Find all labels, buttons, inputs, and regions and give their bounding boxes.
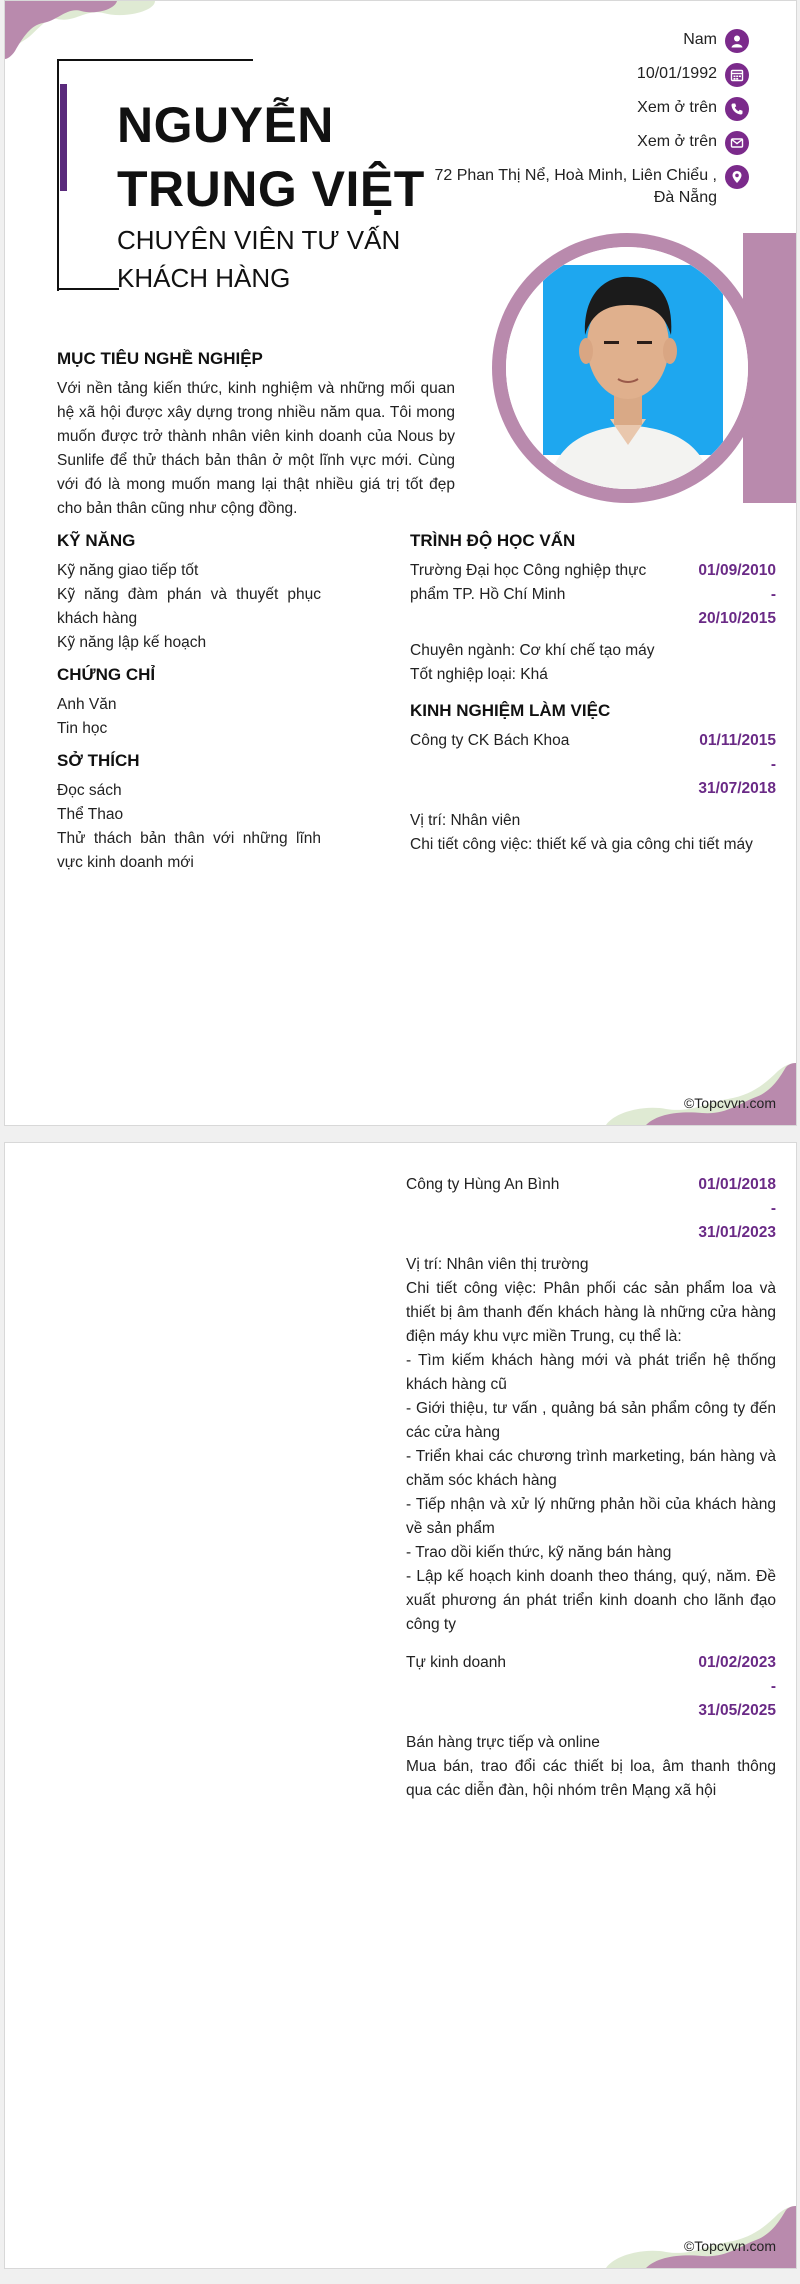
school-name: Trường Đại học Công nghiệp thực phẩm TP. Hồ Chí Minh (410, 562, 647, 603)
date-separator: - (770, 1678, 776, 1695)
cv-page-1 (4, 0, 797, 1126)
skills-section (57, 531, 321, 655)
job-detail: - Lập kế hoạch kinh doanh theo tháng, quý, năm. Đề xuất phương án phát triển kinh doanh cho lãnh đạo công ty (406, 1568, 776, 1633)
certificate-item: Tin học (57, 720, 108, 737)
education-section (410, 531, 776, 687)
skill-item: Kỹ năng giao tiếp tốt (57, 562, 199, 579)
corner-decoration (5, 1, 165, 61)
address-text: 72 Phan Thị Nể, Hoà Minh, Liên Chiểu , Đà Nẵng (434, 167, 717, 206)
gender-text: Nam (683, 31, 717, 48)
job-detail: - Trao dồi kiến thức, kỹ năng bán hàng (406, 1544, 672, 1561)
education-start-date: 01/09/2010 (698, 562, 776, 579)
left-column (57, 531, 321, 885)
candidate-name: NGUYỄN TRUNG VIỆT (117, 97, 425, 217)
education-heading: TRÌNH ĐỘ HỌC VẤN (410, 531, 576, 550)
job-detail: Mua bán, trao đổi các thiết bị loa, âm thanh thông qua các diễn đàn, hội nhóm trên Mạng xã hội (406, 1758, 776, 1799)
job-end-date: 31/07/2018 (698, 780, 776, 797)
date-separator: - (770, 756, 776, 773)
experience-heading: KINH NGHIỆM LÀM VIỆC (410, 701, 611, 720)
job-detail: - Triển khai các chương trình marketing, bán hàng và chăm sóc khách hàng (406, 1448, 776, 1489)
user-icon (725, 29, 749, 53)
job-detail: Vị trí: Nhân viên (410, 812, 521, 829)
hobby-item: Thử thách bản thân với những lĩnh vực kinh doanh mới (57, 830, 321, 871)
job-detail: - Tìm kiếm khách hàng mới và phát triển hệ thống khách hàng cũ (406, 1352, 776, 1393)
contact-address (409, 165, 749, 209)
education-end-date: 20/10/2015 (698, 610, 776, 627)
job-end-date: 31/01/2023 (698, 1224, 776, 1241)
skill-item: Kỹ năng lập kế hoạch (57, 634, 207, 651)
certificates-section (57, 665, 321, 741)
education-grade: Tốt nghiệp loại: Khá (410, 666, 548, 683)
job-dates (666, 1651, 776, 1723)
objective-text: Với nền tảng kiến thức, kinh nghiệm và những mối quan hệ xã hội được xây dựng trong nhiều năm qua. Tôi mong muốn được trở thành nhân viên kinh doanh của Nous by Sunlife để thử thách bản thân ở một lĩnh vực mới. Cùng với đó là mong muốn mang lại thật nhiều giá trị tốt đẹp cho bản thân cũng như cộng đồng. (57, 380, 455, 517)
objective-heading: MỤC TIÊU NGHỀ NGHIỆP (57, 349, 263, 368)
job-detail: Vị trí: Nhân viên thị trường (406, 1256, 589, 1273)
corner-decoration (606, 1063, 796, 1125)
education-dates (666, 559, 776, 631)
job-detail: - Giới thiệu, tư vấn , quảng bá sản phẩm công ty đến các cửa hàng (406, 1400, 776, 1441)
company-name: Tự kinh doanh (406, 1654, 506, 1671)
header-frame-bottom (57, 288, 119, 290)
phone-icon (725, 97, 749, 121)
hobbies-heading: SỞ THÍCH (57, 751, 140, 770)
certificates-heading: CHỨNG CHỈ (57, 665, 156, 684)
calendar-icon (725, 63, 749, 87)
hobbies-section (57, 751, 321, 875)
contact-email (409, 131, 749, 155)
experience-section (410, 701, 776, 857)
job-start-date: 01/01/2018 (698, 1176, 776, 1193)
job-start-date: 01/11/2015 (699, 732, 776, 749)
skills-heading: KỸ NĂNG (57, 531, 136, 550)
job-start-date: 01/02/2023 (698, 1654, 776, 1671)
objective-section (57, 349, 455, 521)
date-separator: - (770, 586, 776, 603)
experience-continued (406, 1173, 776, 1803)
job-detail: Chi tiết công việc: thiết kế và gia công chi tiết máy (410, 836, 753, 853)
job-entry (406, 1651, 776, 1723)
job-end-date: 31/05/2025 (698, 1702, 776, 1719)
location-pin-icon (725, 165, 749, 189)
job-entry (406, 1173, 776, 1245)
hobby-item: Đọc sách (57, 782, 122, 799)
company-name: Công ty Hùng An Bình (406, 1176, 560, 1193)
copyright-text: ©Topcvvn.com (683, 1095, 776, 1111)
accent-bar (60, 84, 67, 191)
corner-decoration (606, 2206, 796, 2268)
profile-photo (504, 245, 750, 491)
job-dates (666, 1173, 776, 1245)
contact-info (409, 29, 749, 219)
copyright-text: ©Topcvvn.com (683, 2238, 776, 2254)
phone-text: Xem ở trên (637, 99, 717, 116)
contact-birthday (409, 63, 749, 87)
contact-gender (409, 29, 749, 53)
certificate-item: Anh Văn (57, 696, 117, 713)
job-entry (410, 729, 776, 801)
education-entry (410, 559, 776, 631)
job-detail: - Tiếp nhận và xử lý những phản hồi của khách hàng về sản phẩm (406, 1496, 776, 1537)
hobby-item: Thể Thao (57, 806, 124, 823)
header-frame-left (57, 59, 59, 291)
cv-page-2 (4, 1142, 797, 2269)
job-detail: Chi tiết công việc: Phân phối các sản phẩm loa và thiết bị âm thanh đến khách hàng là những cửa hàng điện máy khu vực miền Trung, cụ thể là: (406, 1280, 776, 1345)
profile-photo-frame (492, 233, 762, 503)
education-major: Chuyên ngành: Cơ khí chế tạo máy (410, 642, 655, 659)
mail-icon (725, 131, 749, 155)
job-dates (666, 729, 776, 801)
portrait-image (506, 247, 750, 491)
contact-phone (409, 97, 749, 121)
skill-item: Kỹ năng đàm phán và thuyết phục khách hàng (57, 586, 321, 627)
right-column (410, 531, 776, 857)
header-frame-top (57, 59, 253, 61)
email-text: Xem ở trên (637, 133, 717, 150)
birthday-text: 10/01/1992 (636, 65, 717, 82)
job-detail: Bán hàng trực tiếp và online (406, 1734, 600, 1751)
company-name: Công ty CK Bách Khoa (410, 732, 570, 749)
date-separator: - (770, 1200, 776, 1217)
job-title: CHUYÊN VIÊN TƯ VẤN KHÁCH HÀNG (117, 225, 401, 293)
